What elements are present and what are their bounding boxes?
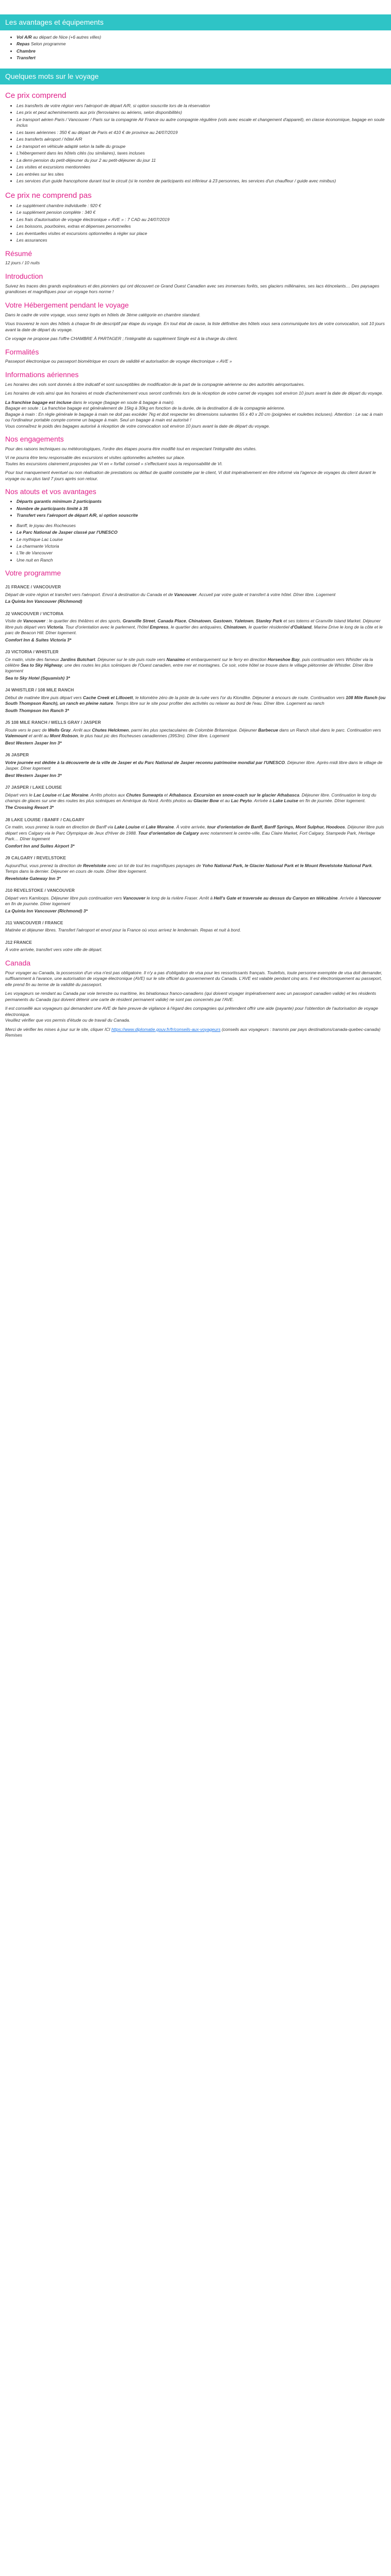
day-hotel: Sea to Sky Hotel (Squamish) 3* xyxy=(5,675,70,681)
day-text: Ce matin, vous prenez la route en direction de Banff via Lake Louise et Lake Moraine. À votre arrivée, tour d'orientation de Banff, Banff Springs, Mont Sulphur, Hoodoos. Déjeuner libre puis départ vers Calgary via le Parc Olympique de Jeux d'Hiver de 1988. Tour d'orientation de Calgary avec notamment le centre-ville, Eau Claire Market, Fort Calgary, Stampede Park, Heritage Park… Dîner logement xyxy=(5,824,384,842)
canada-text: Merci de vérifier les mises à jour sur le site, cliquer ICI https://www.diplomatie.gouv.fr/fr/conseils-aux-voyageurs (conseils aux voyageurs : transmis par pays destinations/canada-quebec-canada) Remises xyxy=(5,1026,381,1038)
diplomatie-link[interactable]: https://www.diplomatie.gouv.fr/fr/conseils-aux-voyageurs xyxy=(111,1026,221,1032)
prix-non-comprend-list xyxy=(5,203,386,244)
day-hotel: Comfort Inn and Suites Airport 3* xyxy=(5,843,75,849)
list-item: • Repas Selon programme xyxy=(17,41,386,47)
day-hotel: South Thompson Inn Ranch 3* xyxy=(5,707,69,713)
intro-heading: Introduction xyxy=(5,272,43,280)
day-hotel: Best Western Jasper Inn 3* xyxy=(5,740,62,745)
engagements-text: Pour tout manquement éventuel ou non réalisation de prestations ou défaut de qualité constatée par le client, Vi doit impérativement en être informé via l'agence de voyages du client durant le voyage ou au plus tard 7 jours après son retour. xyxy=(5,470,376,481)
list-item: • L'hébergement dans les hôtels cités (ou similaires), taxes incluses xyxy=(17,150,386,156)
voyage-banner: Quelques mots sur le voyage xyxy=(0,69,391,84)
list-item: • Les visites et excursions mentionnées xyxy=(17,164,386,170)
list-item: • La demi-pension du petit-déjeuner du jour 2 au petit-déjeuner du jour 11 xyxy=(17,158,386,163)
day-text: Aujourd'hui, vous prenez la direction de Revelstoke avec un lot de tout les magnifiques paysages de Yoho National Park, le Glacier National Park et le Mount Revelstoke National Park. Temps dans la dernier. Déjeuner en cours de route. Dîner libre logement. xyxy=(5,862,373,874)
list-item: • Le mythique Lac Louise xyxy=(17,537,386,543)
day-title: J4 WHISTLER / 108 MILE RANCH xyxy=(5,687,74,693)
day-text: Route vers le parc de Wells Gray. Arrêt aux Chutes Helckmen, parmi les plus spectaculaires de Colombie Britannique. Déjeuner Barbecue dans un Ranch situé dans le parc. Continuation vers Valemount et arrêt au Mont Robson, le plus haut pic des Rocheuses canadiennes (3953m). Dîner libre. Logement xyxy=(5,727,381,739)
day-j10 xyxy=(5,888,386,914)
day-j1 xyxy=(5,584,386,604)
day-title: J10 REVELSTOKE / VANCOUVER xyxy=(5,888,75,893)
list-item: • Banff, le joyau des Rocheuses xyxy=(17,523,386,529)
list-item: • Chambre xyxy=(17,48,386,54)
list-item: • La charmante Victoria xyxy=(17,544,386,549)
infos-text: Bagage à main : En règle générale le bagage à main ne doit pas excéder 7kg et doit respecter les dimensions suivantes 55 x 40 x 20 cm (poignées et roulettes incluses). Attention : Le sac à main ou l'ordinateur portable compte comme un bagage à main. Seul un bagage à main est autorisé ! xyxy=(5,411,383,423)
hebergement-text: Vous trouverez le nom des hôtels à chaque fin de descriptif par étape du voyage. En tout état de cause, la liste définitive des hôtels vous sera communiquée lors de votre convocation, soit 10 jours avant la date de départ du voyage. xyxy=(5,321,385,332)
list-item: • L'île de Vancouver xyxy=(17,550,386,556)
voyage-section xyxy=(0,91,391,1039)
avantages-section xyxy=(0,35,391,61)
engagements-text: Toutes les excursions clairement proposées par Vi en « forfait conseil » s'effectuent sous la responsabilité de Vi. xyxy=(5,461,223,466)
day-hotel: The Crossing Resort 3* xyxy=(5,805,54,810)
day-j11 xyxy=(5,920,386,934)
day-title: J12 FRANCE xyxy=(5,939,32,945)
day-text: Ce matin, visite des fameux Jardins Butchart. Déjeuner sur le site puis route vers Nanaimo et embarquement sur le ferry en direction Horseshoe Bay, puis continuation vers Whistler via la célèbre Sea to Sky Highway, une des routes les plus scéniques de l'Ouest canadien, entre mer et montagnes. Ce soir, votre hôtel se trouve dans le village piétonnier de Whistler. Dîner libre logement xyxy=(5,656,373,674)
list-item: • Les prix et peut acheminements aux prix (ferroviaires ou aériens, selon disponibilités) xyxy=(17,110,386,115)
formalites-text: Passeport électronique ou passeport biométrique en cours de validité et autorisation de voyage électronique « AVE » xyxy=(5,359,232,364)
day-j8 xyxy=(5,817,386,849)
atouts-heading: Nos atouts et vos avantages xyxy=(5,487,96,496)
resume-heading: Résumé xyxy=(5,249,32,258)
resume-text: 12 jours / 10 nuits xyxy=(5,260,40,266)
page-root xyxy=(0,14,391,1038)
day-text: Votre journée est dédiée à la découverte de la ville de Jasper et du Parc National de Jasper reconnu patrimoine mondial par l'UNESCO. Déjeuner libre. Après-midi libre dans le village de Jasper. Dîner logement xyxy=(5,759,383,771)
canada-text: Veuillez vérifier que vos permis d'étude ou de travail du Canada. xyxy=(5,1018,131,1023)
prix-comprend-list xyxy=(5,103,386,184)
infos-text: Les horaires des vols sont donnés à titre indicatif et sont susceptibles de modification de la part de la compagnie aérienne ou des autorités aéroportuaires. xyxy=(5,381,305,387)
day-j5 xyxy=(5,720,386,746)
formalites-heading: Formalités xyxy=(5,347,39,356)
day-title: J9 CALGARY / REVELSTOKE xyxy=(5,855,66,861)
day-hotel: La Quinta Inn Vancouver (Richmond) xyxy=(5,599,83,604)
prix-comprend-heading: Ce prix comprend xyxy=(5,91,67,100)
list-item: • Les entrées sur les sites xyxy=(17,172,386,177)
day-text: Début de matinée libre puis départ vers Cache Creek et Lillooett, le kilomètre zéro de la piste de la ruée vers l'or du Klondike. Déjeuner à encours de route. Continuation vers 108 Mile Ranch (ou South Thompson Ranch), un ranch en pleine nature. Temps libre sur le site pour profiter des activités ou relaxer au bord de l'eau. Dîner libre. Logement au ranch xyxy=(5,694,386,706)
infos-text: Les horaires de vols ainsi que les horaires et mode d'acheminement vous seront confirmés lors de la réception de votre carnet de voyages soit environ 10 jours avant la date de départ du voyage. xyxy=(5,391,383,396)
list-item: • Transfert xyxy=(17,55,386,61)
avantages-list xyxy=(5,35,386,61)
day-j6 xyxy=(5,752,386,778)
engagements-heading: Nos engagements xyxy=(5,435,64,444)
day-hotel: Best Western Jasper Inn 3* xyxy=(5,772,62,778)
day-text: Départ vers Kamloops. Déjeuner libre puis continuation vers Vancouver le long de la rivière Fraser. Arrêt à Hell's Gate et traversée au dessus du Canyon en télécabine. Arrivée à Vancouver en fin de journée. Dîner logement xyxy=(5,895,381,907)
canada-text: Pour voyager au Canada, la possession d'un visa n'est pas obligatoire. Il n'y a pas d'obligation de visa pour les ressortissants français. Toutefois, toute personne exemptée de visa doit demander, suffisamment à l'avance, une autorisation de voyage électronique (AVE) sur le site officiel du gouvernement du Canada. L'AVE est valable pendant cinq ans. Il est électroniquement au passeport, elle prend fin au terme de la validité du passeport. xyxy=(5,970,382,987)
day-title: J11 VANCOUVER / FRANCE xyxy=(5,920,63,925)
list-item: • Le transport aérien Paris / Vancouver / Paris sur la compagnie Air France ou autre compagnie régulière (vols avec escale et changement d'appareil), en classe économique, bagage en soute inclus xyxy=(17,117,386,129)
list-item: • Le supplément pension complète : 340 € xyxy=(17,210,386,215)
list-item: • Les frais d'autorisation de voyage électronique « AVE » : 7 CAD au 24/07/2019 xyxy=(17,217,386,223)
day-text: À votre arrivée, transfert vers votre ville de départ. xyxy=(5,947,103,953)
prix-non-comprend-heading: Ce prix ne comprend pas xyxy=(5,191,92,200)
hebergement-heading: Votre Hébergement pendant le voyage xyxy=(5,300,129,309)
infos-aeriennes-heading: Informations aériennes xyxy=(5,370,79,379)
day-j3 xyxy=(5,649,386,681)
day-title: J6 JASPER xyxy=(5,752,29,758)
list-item: • Le transport en véhicule adapté selon la taille du groupe xyxy=(17,144,386,149)
day-j2 xyxy=(5,611,386,643)
hebergement-text: Dans le cadre de votre voyage, vous serez logés en hôtels de 3ème catégorie en chambre standard. xyxy=(5,312,201,317)
day-j7 xyxy=(5,785,386,811)
engagements-text: Pour des raisons techniques ou météorologiques, l'ordre des étapes pourra être modifié tout en respectant l'intégralité des visites. xyxy=(5,446,257,451)
day-text: Matinée et déjeuner libres. Transfert l'aéroport et envol pour la France où vous arrivez le lendemain. Repas et nuit à bord. xyxy=(5,927,241,933)
day-title: J1 FRANCE / VANCOUVER xyxy=(5,584,61,590)
programme-heading: Votre programme xyxy=(5,569,61,578)
atouts-bold-list xyxy=(5,499,386,518)
day-j4 xyxy=(5,687,386,714)
list-item: • Nombre de participants limité à 35 xyxy=(17,506,386,512)
day-title: J3 VICTORIA / WHISTLER xyxy=(5,649,59,655)
canada-heading: Canada xyxy=(5,958,31,967)
infos-text: Bagage en soute : La franchise bagage est généralement de 15kg à 30kg en fonction de la durée, de la destination & de la compagnie aérienne. xyxy=(5,405,285,411)
list-item: • Les transferts aéroport / hôtel A/R xyxy=(17,137,386,142)
day-text: Départ de votre région et transfert vers l'aéroport. Envol à destination du Canada et de Vancouver. Accueil par votre guide et transfert à votre hôtel. Dîner libre. Logement xyxy=(5,591,336,597)
day-hotel: La Quinta Inn Vancouver (Richmond) 3* xyxy=(5,908,88,913)
infos-text: Vous connaîtrez le poids des bagages autorisé à réception de votre convocation soit environ 10 jours avant la date de départ du voyage. xyxy=(5,423,270,429)
list-item: • Les boissons, pourboires, extras et dépenses personnelles xyxy=(17,224,386,229)
avantages-banner: Les avantages et équipements xyxy=(0,14,391,30)
day-hotel: Comfort Inn & Suites Victoria 3* xyxy=(5,637,72,642)
engagements-text: Vi ne pourra être tenu responsable des excursions et visites optionnelles achetées sur place. xyxy=(5,455,186,461)
day-j12 xyxy=(5,940,386,953)
day-title: J8 LAKE LOUISE / BANFF / CALGARY xyxy=(5,817,85,822)
infos-text: La franchise bagage est incluse dans le voyage (bagage en soute & bagage à main). xyxy=(5,399,175,405)
day-hotel: Revelstoke Gateway Inn 3* xyxy=(5,875,61,881)
hebergement-text: Ce voyage ne propose pas l'offre CHAMBRE À PARTAGER ; l'intégralité du supplément Single est à la charge du client. xyxy=(5,336,238,342)
day-title: J5 108 MILE RANCH / WELLS GRAY / JASPER xyxy=(5,720,101,725)
list-item: • Les services d'un guide francophone durant tout le circuit (si le nombre de participants est inférieur à 23 personnes, les services d'un chauffeur / guide avec minibus) xyxy=(17,178,386,184)
list-item: • Les éventuelles visites et excursions optionnelles à régler sur place xyxy=(17,231,386,236)
intro-text: Suivez les traces des grands explorateurs et des pionniers qui ont découvert ce Grand Ouest Canadien avec ses immenses forêts, ses glaciers millénaires, ses lacs étincelants… Des paysages grandioses et magnifiques pour un voyage hors norme ! xyxy=(5,283,380,295)
day-text: Départ vers le Lac Louise et Lac Moraine. Arrêts photos aux Chutes Sunwapta et Athabasca. Excursion en snow-coach sur le glacier Athabasca. Déjeuner libre. Continuation le long du champs de glaces sur une des routes les plus scéniques en Amérique du Nord. Arrêts photos au Glacier Bow et au Lac Peyto. Arrivée à Lake Louise en fin de journée. Dîner logement. xyxy=(5,792,377,803)
canada-text: Les voyageurs se rendant au Canada par voie terrestre ou maritime, les binationaux franco-canadiens (qui doivent voyager impérativement avec un passeport canadien valide) et les résidents permanents du Canada (qui doivent détenir une carte de résident permanent valide) ne sont pas concernés par l'AVE. xyxy=(5,991,377,1002)
canada-text: Il est conseillé aux voyageurs qui demandent une AVE de faire preuve de vigilance à l'égard des compagnies qui prétendent offrir une aide (payante) pour l'obtention de l'autorisation de voyage électronique. xyxy=(5,1006,378,1017)
list-item: • Une nuit en Ranch xyxy=(17,557,386,563)
list-item: • Le supplément chambre individuelle : 920 € xyxy=(17,203,386,209)
list-item: • Les transferts de votre région vers l'aéroport de départ A/R, si option souscrite lors de la réservation xyxy=(17,103,386,109)
list-item: • Le Parc National de Jasper classé par l'UNESCO xyxy=(17,530,386,535)
list-item: • Départs garantis minimum 2 participants xyxy=(17,499,386,504)
day-title: J7 JASPER / LAKE LOUISE xyxy=(5,785,62,790)
day-title: J2 VANCOUVER / VICTORIA xyxy=(5,611,64,616)
list-item: • Transfert vers l'aéroport de départ A/R, si option souscrite xyxy=(17,513,386,518)
list-item: • Les assurances xyxy=(17,238,386,243)
day-text: Visite de Vancouver : le quartier des théâtres et des sports, Granville Street, Canada Place, Chinatown, Gastown, Yaletown, Stanley Park et ses totems et Granville Island Market. Déjeuner libre puis départ vers Victoria. Tour d'orientation avec le parlement, l'hôtel Empress, le quartier des antiquaires, Chinatown, le quartier résidentiel d'Oakland, Marine Drive le long de la côte et le parc de Beacon Hill. Dîner logement. xyxy=(5,618,383,636)
atouts-list xyxy=(5,523,386,564)
day-j9 xyxy=(5,855,386,882)
list-item: • Les taxes aériennes : 350 € au départ de Paris et 410 € de province au 24/07/2019 xyxy=(17,130,386,135)
list-item: • Vol A/R au départ de Nice (+6 autres villes) xyxy=(17,35,386,40)
